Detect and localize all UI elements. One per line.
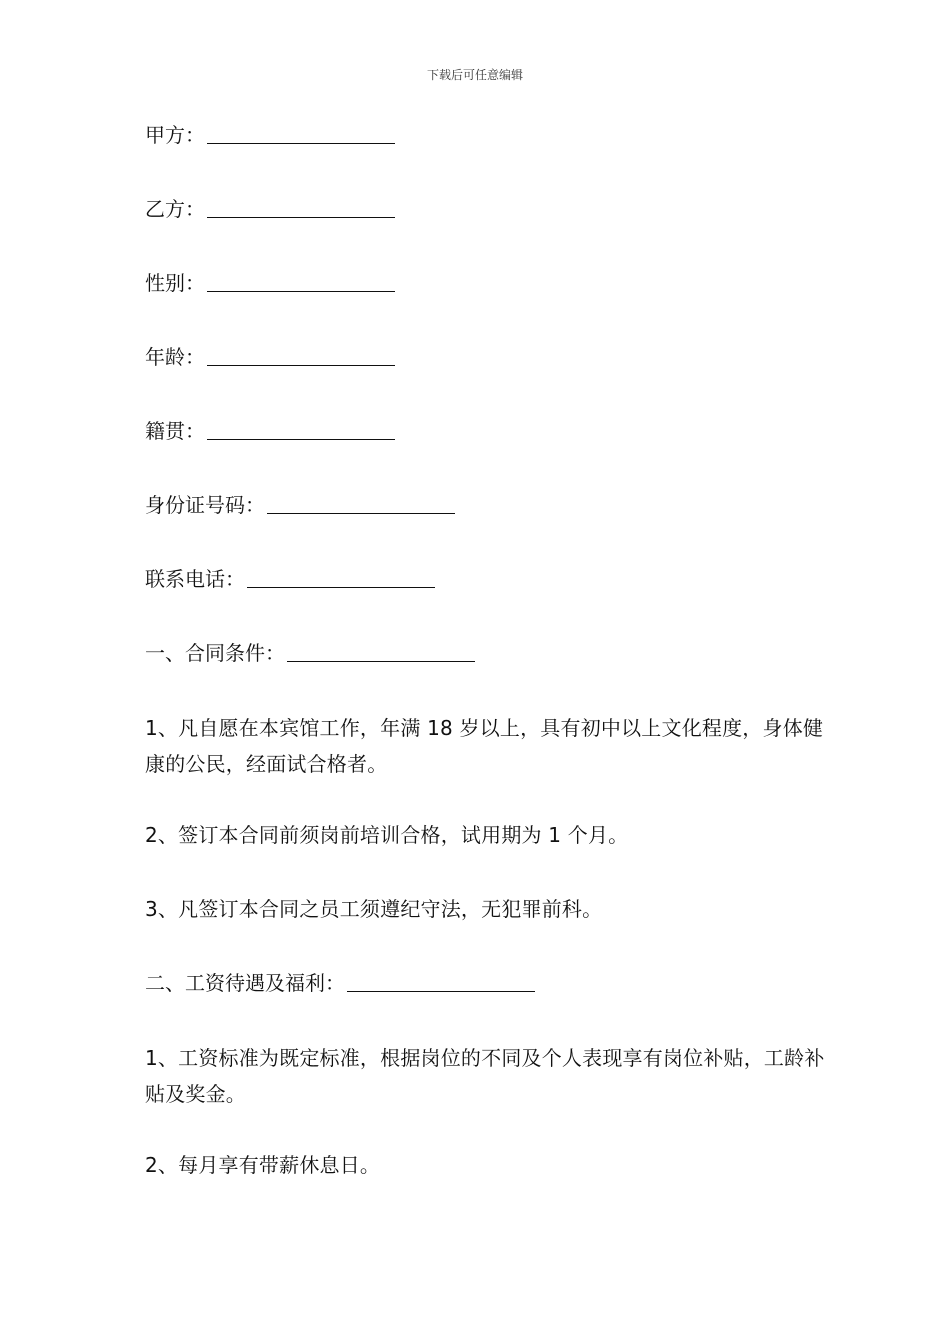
field-age (145, 340, 835, 374)
field-id-number (145, 488, 835, 522)
field-phone (145, 562, 835, 596)
field-label: 联系电话： (145, 567, 245, 591)
field-label: 乙方： (145, 197, 205, 221)
field-native-place (145, 414, 835, 448)
blank-line (207, 195, 395, 218)
blank-line (207, 121, 395, 144)
field-label: 身份证号码： (145, 493, 265, 517)
field-party-b (145, 192, 835, 226)
field-label: 籍贯： (145, 419, 205, 443)
blank-line (287, 639, 475, 662)
field-label: 性别： (145, 271, 205, 295)
section-heading-salary-benefits (145, 966, 835, 1000)
clause: 2、每月享有带薪休息日。 (145, 1153, 381, 1177)
clause: 2、签订本合同前须岗前培训合格，试用期为 1 个月。 (145, 823, 629, 847)
field-gender (145, 266, 835, 300)
field-label: 甲方： (145, 123, 205, 147)
field-party-a (145, 118, 835, 152)
clause: 3、凡签订本合同之员工须遵纪守法，无犯罪前科。 (145, 897, 603, 921)
clause: 1、工资标准为既定标准，根据岗位的不同及个人表现享有岗位补贴，工龄补贴及奖金。 (145, 1046, 825, 1106)
blank-line (207, 343, 395, 366)
document-body (145, 118, 835, 1222)
section-heading: 二、工资待遇及福利： (145, 971, 345, 995)
field-label: 年龄： (145, 345, 205, 369)
blank-line (247, 565, 435, 588)
blank-line (267, 491, 455, 514)
blank-line (347, 969, 535, 992)
clause: 1、凡自愿在本宾馆工作，年满 18 岁以上，具有初中以上文化程度，身体健康的公民，经面试合格者。 (145, 716, 824, 776)
blank-line (207, 269, 395, 292)
blank-line (207, 417, 395, 440)
page-header: 下载后可任意编辑 (426, 68, 523, 82)
section-heading-contract-conditions (145, 636, 835, 670)
section-heading: 一、合同条件： (145, 641, 285, 665)
